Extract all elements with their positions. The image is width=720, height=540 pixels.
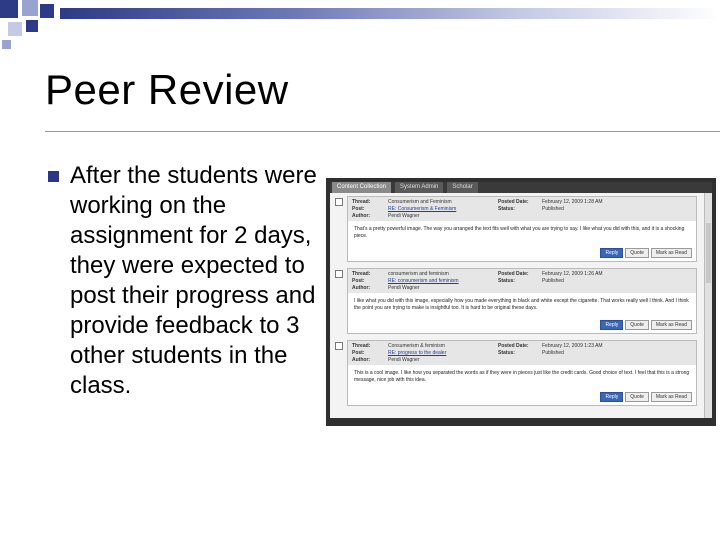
deco-square bbox=[40, 4, 54, 18]
discussion-board-screenshot bbox=[326, 178, 716, 426]
bullet-text: After the students were working on the assignment for 2 days, they were expected to post their progress and provide feedback to 3 other students in the class. bbox=[70, 162, 317, 399]
posted-label: Posted Date: bbox=[498, 199, 529, 205]
deco-square bbox=[8, 22, 22, 36]
deco-square bbox=[26, 20, 38, 32]
post-link: RE: Consumerism & Feminism bbox=[388, 206, 457, 212]
post-actions bbox=[348, 390, 696, 405]
deco-square bbox=[2, 40, 11, 49]
posted-label: Posted Date: bbox=[498, 271, 529, 277]
posted-value: February 12, 2009 1:28 AM bbox=[542, 199, 603, 205]
header-gradient-bar bbox=[60, 8, 720, 19]
screenshot-tab-bar bbox=[330, 182, 712, 193]
author-label: Author: bbox=[352, 213, 371, 219]
mark-as-read-button: Mark as Read bbox=[651, 392, 692, 402]
deco-square bbox=[22, 0, 38, 16]
post-actions bbox=[348, 318, 696, 333]
deco-square bbox=[0, 0, 18, 18]
quote-button: Quote bbox=[625, 248, 649, 258]
post-message: This is a cool image. I like how you separated the words as if they were in pieces just like the credit cards. Good choice of text. I feel that this is a strong message, nice job with this idea. bbox=[354, 370, 690, 383]
post-header bbox=[348, 197, 696, 221]
thread-label: Thread: bbox=[352, 271, 371, 277]
post-card bbox=[347, 340, 697, 406]
thread-value: Consumerism & feminism bbox=[388, 343, 445, 349]
post-link: RE: progress to the dealer bbox=[388, 350, 447, 356]
mark-as-read-button: Mark as Read bbox=[651, 248, 692, 258]
post-message: That's a pretty powerful image. The way you arranged the text fits well with what you are trying to say. I like what you did with this, and it is a shocking piece. bbox=[354, 226, 685, 239]
post-label: Post: bbox=[352, 278, 365, 284]
reply-button: Reply bbox=[600, 392, 623, 402]
title-divider bbox=[45, 131, 720, 132]
bullet-square-icon bbox=[48, 171, 59, 182]
status-value: Published bbox=[542, 206, 564, 212]
slide-title: Peer Review bbox=[45, 66, 289, 113]
thread-label: Thread: bbox=[352, 343, 371, 349]
reply-button: Reply bbox=[600, 320, 623, 330]
post-checkbox bbox=[335, 198, 343, 206]
post-card bbox=[347, 196, 697, 262]
author-value: Pendi Wagner bbox=[388, 357, 420, 363]
reply-button: Reply bbox=[600, 248, 623, 258]
scroll-thumb bbox=[706, 223, 711, 283]
author-label: Author: bbox=[352, 357, 371, 363]
post-list bbox=[330, 193, 712, 418]
thread-value: Consumerism and Feminism bbox=[388, 199, 452, 205]
post-label: Post: bbox=[352, 206, 365, 212]
post-message: I like what you did with this image, especially how you made everything in black and white except the cigarette. That works really well I think. And I think the point you are trying to make is insightful too. It is hard to be original these days. bbox=[354, 298, 689, 311]
status-value: Published bbox=[542, 350, 564, 356]
post-header bbox=[348, 341, 696, 365]
post-actions bbox=[348, 246, 696, 261]
post-label: Post: bbox=[352, 350, 365, 356]
post-checkbox bbox=[335, 342, 343, 350]
scrollbar bbox=[704, 193, 712, 418]
post-link: RE: consumerism and feminism bbox=[388, 278, 459, 284]
status-label: Status: bbox=[498, 350, 515, 356]
tab-system-admin: System Admin bbox=[395, 182, 443, 193]
quote-button: Quote bbox=[625, 320, 649, 330]
author-value: Pendi Wagner bbox=[388, 213, 420, 219]
tab-scholar: Scholar bbox=[447, 182, 477, 193]
quote-button: Quote bbox=[625, 392, 649, 402]
post-item bbox=[333, 340, 706, 406]
posted-value: February 12, 2009 1:23 AM bbox=[542, 343, 603, 349]
status-label: Status: bbox=[498, 206, 515, 212]
thread-label: Thread: bbox=[352, 199, 371, 205]
posted-value: February 12, 2009 1:26 AM bbox=[542, 271, 603, 277]
post-item bbox=[333, 196, 706, 262]
post-checkbox bbox=[335, 270, 343, 278]
post-header bbox=[348, 269, 696, 293]
author-value: Pendi Wagner bbox=[388, 285, 420, 291]
mark-as-read-button: Mark as Read bbox=[651, 320, 692, 330]
tab-content-collection: Content Collection bbox=[332, 182, 391, 193]
status-label: Status: bbox=[498, 278, 515, 284]
author-label: Author: bbox=[352, 285, 371, 291]
thread-value: consumerism and feminism bbox=[388, 271, 449, 277]
posted-label: Posted Date: bbox=[498, 343, 529, 349]
post-card bbox=[347, 268, 697, 334]
status-value: Published bbox=[542, 278, 564, 284]
post-item bbox=[333, 268, 706, 334]
